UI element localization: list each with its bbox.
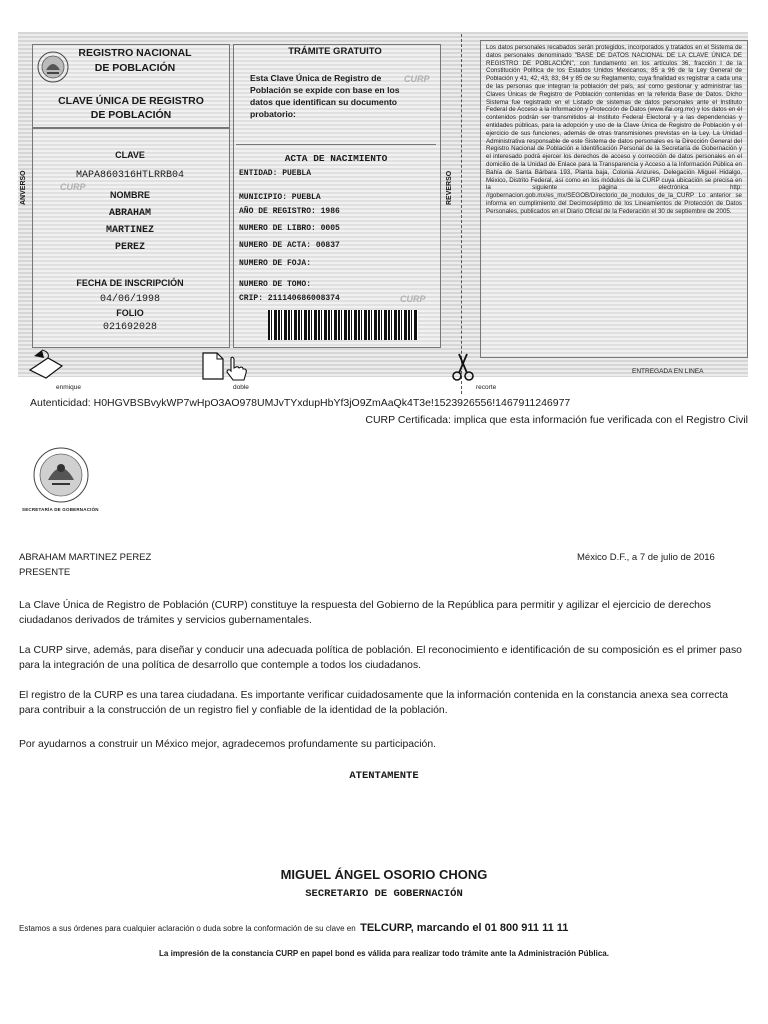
signer-title: SECRETARIO DE GOBERNACIÓN	[305, 888, 463, 900]
nombre-value-2: MARTINEZ	[105, 225, 154, 236]
clave-unica-title: CLAVE ÚNICA DE REGISTRO	[58, 95, 204, 107]
reverso-label: REVERSO	[446, 170, 453, 205]
tramite-text: Esta Clave Única de Registro de Población se expide con base en los datos que identifican su documento probatorio:	[250, 73, 400, 119]
letter-date: México D.F., a 7 de julio de 2016	[577, 552, 715, 563]
curp-watermark-left: CURP	[60, 182, 86, 192]
libro-field: NUMERO DE LIBRO: 0005	[239, 224, 340, 233]
recipient-name: ABRAHAM MARTINEZ PEREZ	[19, 552, 152, 563]
barcode	[268, 310, 418, 340]
fecha-inscripcion-value: 04/06/1998	[99, 294, 160, 305]
anio-field: AÑO DE REGISTRO: 1986	[239, 207, 340, 216]
entidad-field: ENTIDAD: PUEBLA	[239, 169, 312, 178]
doblez-icon	[202, 352, 224, 380]
scissors-icon	[452, 352, 474, 382]
folio-label: FOLIO	[116, 308, 144, 318]
fold-corner-icon	[28, 348, 64, 380]
crip-field: CRIP: 211140686008374	[239, 294, 340, 303]
clave-value: MAPA860316HTLRRB04	[75, 170, 185, 181]
municipio-field: MUNICIPIO: PUEBLA	[239, 193, 321, 202]
paragraph-1: La Clave Única de Registro de Población (CURP) constituye la respuesta del Gobierno de la República para permitir y agilizar el ejercicio de derechos ciudadanos derivados de trámites y servicios gubernamentales.	[19, 600, 711, 626]
curp-watermark-crip: CURP	[400, 294, 426, 304]
acta-field: NUMERO DE ACTA: 00837	[239, 241, 340, 250]
signer-name: MIGUEL ÁNGEL OSORIO CHONG	[280, 867, 488, 882]
foja-field: NUMERO DE FOJA:	[239, 259, 312, 268]
curp-certificada-note: CURP Certificada: implica que esta información fue verificada con el Registro Civil	[365, 414, 748, 426]
fecha-inscripcion-label: FECHA DE INSCRIPCIÓN	[76, 278, 184, 288]
curp-watermark-mid: CURP	[404, 74, 430, 84]
de-poblacion-title-2: DE POBLACIÓN	[90, 109, 172, 121]
tomo-field: NUMERO DE TOMO:	[239, 280, 312, 289]
mexico-seal-icon	[36, 50, 70, 84]
doble-caption: doble	[233, 384, 249, 391]
legal-notice: Los datos personales recabados serán protegidos, incorporados y tratados en el Sistema de datos personales denominado "BASE DE DATOS NACIONAL DE LA CLAVE ÚNICA DE REGISTRO DE POBLACIÓN", con fundamento en los artículos 36, fracción I de la Constitución Política de los Estados Unidos Mexicanos, 85 a 96 de la Ley General de Población y 41, 42, 43, 83, 84 y 85 de su Reglamento, cuya finalidad es registrar a cada una de las personas que integran la población del país, así como gestionar y administrar las Claves Únicas de Registro de Población contenidas en la referida Base de Datos. Dicho Sistema fue registrado en el Listado de sistemas de datos personales ante el Instituto Federal de Acceso a la Información y Protección de Datos (www.ifai.org.mx) y los datos en él contenidos podrán ser transmitidos al Instituto Federal Electoral y a las dependencias y entidades públicas, para la adopción y uso de la Clave Única de Registro de Población y el ejercicio de sus funciones, además de otras transmisiones previstas en la Ley. La Unidad Administrativa responsable de este Sistema de datos personales es la Dirección General del Registro Nacional de Población e Identificación Personal de la Secretaría de Gobernación y el interesado podrá ejercer los derechos de acceso y corrección de datos personales en el domicilio de la Unidad de Enlace para la Transparencia y Acceso a la Información Pública en Bahía de Santa Bárbara 193, Planta baja, Colonia Anzures, Delegación Miguel Hidalgo, México, Distrito Federal, así como en los módulos de la CURP cuya ubicación se precisa en la siguiente página electrónica http: //gobernacion.gob.mx/es_mx/SEGOB/Directorio_de_modulos_de_la_CURP Lo anterior se informa en cumplimiento del Decimoséptimo de los Lineamientos de Protección de Datos Personales, publicados en el Diario Oficial de la Federación el 30 de septiembre de 2005.	[486, 44, 742, 215]
acta-title: ACTA DE NACIMIENTO	[284, 153, 388, 164]
presente: PRESENTE	[19, 567, 71, 578]
entregada-en-linea: ENTREGADA EN LINEA	[632, 368, 704, 375]
anverso-label: ANVERSO	[20, 170, 27, 205]
enmique-caption: enmique	[56, 384, 81, 391]
paragraph-3: El registro de la CURP es una tarea ciudadana. Es importante verificar cuidadosamente que la información contenida en la constancia anexa sea correcta para contribuir a la construcción de un registro fiel y confiable de la identidad de la población.	[19, 690, 729, 716]
atentamente: ATENTAMENTE	[349, 770, 419, 782]
nombre-value-3: PEREZ	[114, 242, 145, 253]
hand-cursor-icon	[224, 356, 248, 382]
contact-line	[19, 918, 568, 936]
seal-caption: SECRETARÍA DE GOBERNACIÓN	[22, 507, 99, 512]
autenticidad-code: Autenticidad: H0HGVBSBvykWP7wHpO3AO978UMJvTYxdupHbYf3jO9ZmAaQk4T3e!1523926556!1467911246977	[30, 397, 571, 409]
mexico-seal-icon	[30, 446, 92, 506]
telcurp-number: TELCURP, marcando el 01 800 911 11 11	[360, 922, 569, 934]
footer-note: La impresión de la constancia CURP en papel bond es válida para realizar todo trámite ante la Administración Pública.	[159, 949, 609, 958]
nombre-label: NOMBRE	[110, 190, 150, 200]
folio-value: 021692028	[102, 322, 157, 333]
recorte-caption: recorte	[476, 384, 497, 391]
registro-nacional-title: REGISTRO NACIONAL	[78, 47, 192, 59]
de-poblacion-title: DE POBLACIÓN	[94, 62, 176, 74]
contact-text: Estamos a sus órdenes para cualquier aclaración o duda sobre la conformación de su clave en	[19, 924, 356, 933]
tramite-gratuito: TRÁMITE GRATUITO	[288, 46, 382, 57]
clave-label: CLAVE	[115, 150, 145, 160]
acta-divider	[236, 144, 436, 145]
nombre-value-1: ABRAHAM	[108, 208, 151, 219]
paragraph-2: La CURP sirve, además, para diseñar y conducir una adecuada política de población. El reconocimiento e identificación de su composición es el primer paso para la integración de una política de desarrollo que contemple a todos los ciudadanos.	[19, 645, 742, 671]
fold-line	[461, 34, 462, 394]
paragraph-4: Por ayudarnos a construir un México mejor, agradecemos profundamente su participación.	[19, 739, 436, 750]
